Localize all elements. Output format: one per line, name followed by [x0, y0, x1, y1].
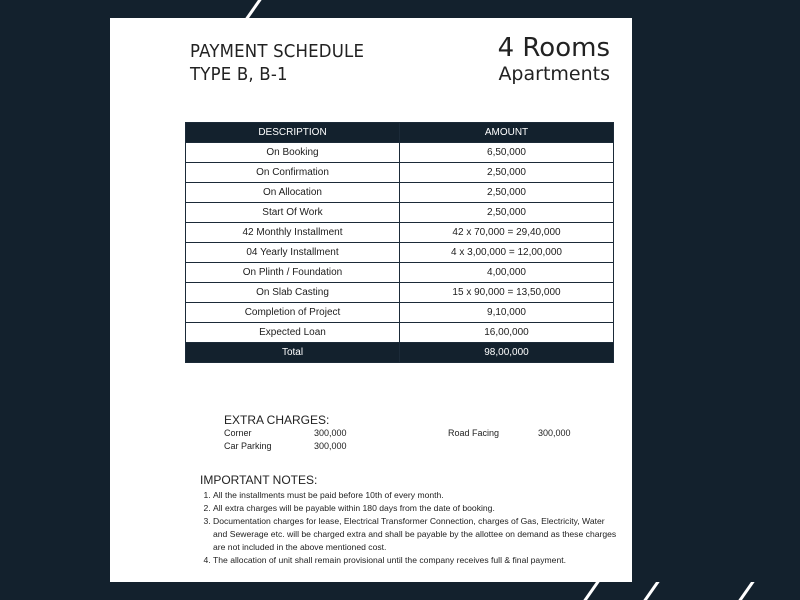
row-description: On Allocation: [186, 183, 400, 203]
extra-charge-value: 300,000: [538, 428, 571, 438]
extra-charge-label: Corner: [224, 428, 252, 438]
total-label: Total: [186, 343, 400, 363]
column-header-amount: AMOUNT: [400, 123, 614, 143]
row-amount: 4 x 3,00,000 = 12,00,000: [400, 243, 614, 263]
extra-charge-value: 300,000: [314, 441, 347, 451]
extra-charges-heading: EXTRA CHARGES:: [224, 413, 330, 427]
row-amount: 2,50,000: [400, 183, 614, 203]
table-row: [186, 223, 614, 243]
payment-schedule-sheet: [110, 18, 632, 582]
extra-charge-value: 300,000: [314, 428, 347, 438]
extra-charges-row: [224, 428, 594, 441]
row-description: On Slab Casting: [186, 283, 400, 303]
row-amount: 4,00,000: [400, 263, 614, 283]
notes-list: [200, 489, 620, 567]
note-item: 1. All the installments must be paid before 10th of every month.: [213, 489, 620, 502]
table-row: [186, 183, 614, 203]
table-row: [186, 203, 614, 223]
rooms-title: 4 Rooms: [497, 33, 610, 63]
row-description: Expected Loan: [186, 323, 400, 343]
extra-charges-row: [224, 441, 594, 454]
rooms-heading: [498, 33, 610, 85]
extra-charge-label: Car Parking: [224, 441, 272, 451]
schedule-heading: [190, 40, 379, 86]
row-description: 04 Yearly Installment: [186, 243, 400, 263]
decorative-stripe: [245, 0, 262, 18]
important-notes-heading: IMPORTANT NOTES:: [200, 473, 318, 487]
row-description: Start Of Work: [186, 203, 400, 223]
decorative-stripe: [643, 582, 660, 600]
row-description: On Confirmation: [186, 163, 400, 183]
table-row: [186, 243, 614, 263]
table-row: [186, 263, 614, 283]
row-description: 42 Monthly Installment: [186, 223, 400, 243]
extra-charges-section: [224, 413, 594, 454]
table-row: [186, 283, 614, 303]
note-item: 3. Documentation charges for lease, Electrical Transformer Connection, charges of Gas, Electricity, Water and Sewerage etc. will be charged extra and shall be payable by the allottee on demand as these charges are not included in the above mentioned cost.: [213, 515, 620, 554]
table-header-row: [186, 123, 614, 143]
note-item: 4. The allocation of unit shall remain provisional until the company receives full & final payment.: [213, 554, 620, 567]
row-amount: 6,50,000: [400, 143, 614, 163]
row-amount: 42 x 70,000 = 29,40,000: [400, 223, 614, 243]
important-notes-section: [200, 473, 620, 567]
total-row: [186, 343, 614, 363]
column-header-description: DESCRIPTION: [186, 123, 400, 143]
row-amount: 16,00,000: [400, 323, 614, 343]
row-amount: 2,50,000: [400, 203, 614, 223]
table-row: [186, 163, 614, 183]
schedule-title: PAYMENT SCHEDULE: [190, 41, 365, 62]
decorative-stripe: [738, 582, 755, 600]
table-row: [186, 303, 614, 323]
row-amount: 15 x 90,000 = 13,50,000: [400, 283, 614, 303]
bottom-frame-band: [0, 582, 800, 600]
total-amount: 98,00,000: [400, 343, 614, 363]
payment-schedule-table: [185, 122, 614, 363]
table-row: [186, 143, 614, 163]
row-amount: 2,50,000: [400, 163, 614, 183]
top-frame-band: [0, 0, 800, 18]
decorative-stripe: [583, 582, 600, 600]
extra-charge-label: Road Facing: [448, 428, 500, 438]
row-description: On Booking: [186, 143, 400, 163]
rooms-subtitle: Apartments: [498, 63, 610, 85]
row-description: Completion of Project: [186, 303, 400, 323]
row-description: On Plinth / Foundation: [186, 263, 400, 283]
row-amount: 9,10,000: [400, 303, 614, 323]
note-item: 2. All extra charges will be payable within 180 days from the date of booking.: [213, 502, 620, 515]
table-row: [186, 323, 614, 343]
schedule-type: TYPE B, B-1: [190, 64, 288, 85]
